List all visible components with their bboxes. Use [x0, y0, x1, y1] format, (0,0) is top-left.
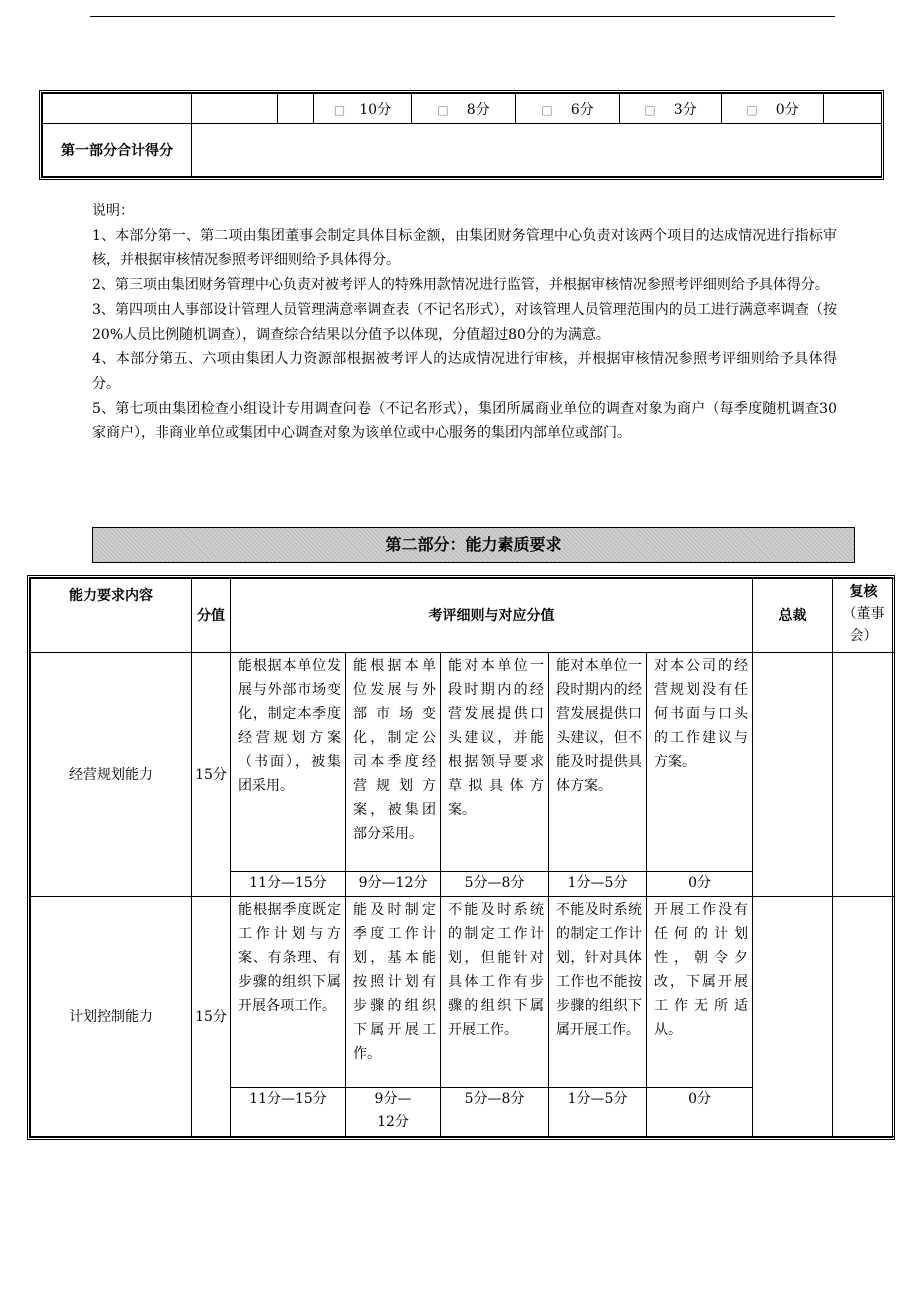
ability-name: 经营规划能力	[31, 653, 192, 897]
ability-score: 15分	[192, 897, 231, 1137]
ability-score: 15分	[192, 653, 231, 897]
header-score: 分值	[192, 579, 231, 653]
score-option-label: 0分	[775, 101, 799, 118]
criteria-cell: 不能及时系统的制定工作计划，但能针对具体工作有步骤的组织下属开展工作。	[441, 897, 549, 1088]
empty-cell	[278, 94, 314, 124]
note-item: 5、第七项由集团检查小组设计专用调查问卷（不记名形式），集团所属商业单位的调查对象为商户（每季度随机调查30家商户），非商业单位或集团中心调查对象为该单位或中心服务的集团内部单位或部门。	[92, 400, 837, 442]
review-score-cell[interactable]	[833, 897, 895, 1137]
score-band: 11分—15分	[231, 1088, 346, 1137]
score-option-label: 8分	[466, 101, 490, 118]
score-band: 1分—5分	[549, 872, 647, 897]
note-item: 3、第四项由人事部设计管理人员管理满意率调查表（不记名形式），对该管理人员管理范围内的员工进行满意率调查（按20%人员比例随机调查），调查综合结果以分值予以体现，分值超过80分的为满意。	[92, 301, 837, 343]
empty-cell	[43, 94, 192, 124]
header-review	[833, 579, 895, 653]
checkbox-icon[interactable]: □	[644, 102, 656, 117]
score-band: 1分—5分	[549, 1088, 647, 1137]
header-criteria: 考评细则与对应分值	[231, 579, 753, 653]
criteria-cell: 能根据本单位发展与外部市场变化，制定本季度经营规划方案（书面），被集团采用。	[231, 653, 346, 872]
checkbox-icon[interactable]: □	[333, 102, 346, 117]
criteria-cell: 能根据本单位发展与外部市场变化，制定公司本季度经营规划方案，被集团部分采用。	[346, 653, 441, 872]
score-option-label: 6分	[570, 101, 594, 118]
section2-title: 第二部分：能力素质要求	[92, 527, 855, 563]
note-item: 2、第三项由集团财务管理中心负责对被考评人的特殊用款情况进行监管，并根据审核情况参照考评细则给予具体得分。	[92, 277, 829, 294]
score-option-6[interactable]	[516, 94, 620, 124]
president-score-cell[interactable]	[753, 897, 833, 1137]
header-review-sub: （董事会）	[842, 606, 885, 644]
president-score-cell[interactable]	[753, 653, 833, 897]
part1-score-table	[39, 90, 884, 180]
score-option-10[interactable]	[314, 94, 412, 124]
score-band: 5分—8分	[441, 1088, 549, 1137]
criteria-cell: 能对本单位一段时期内的经营发展提供口头建议，但不能及时提供具体方案。	[549, 653, 647, 872]
score-band: 0分	[647, 1088, 753, 1137]
score-band: 5分—8分	[441, 872, 549, 897]
header-rule	[90, 16, 835, 17]
score-option-0[interactable]	[722, 94, 824, 124]
score-option-label: 3分	[673, 101, 697, 118]
criteria-cell: 对本公司的经营规划没有任何书面与口头的工作建议与方案。	[647, 653, 753, 872]
notes-title: 说明：	[92, 203, 134, 219]
review-score-cell[interactable]	[833, 653, 895, 897]
header-content: 能力要求内容	[31, 579, 192, 653]
note-item: 4、本部分第五、六项由集团人力资源部根据被考评人的达成情况进行审核，并根据审核情况参照考评细则给予具体得分。	[92, 351, 837, 392]
score-band: 9分—12分	[346, 872, 441, 897]
score-option-label: 10分	[359, 101, 392, 118]
ability-name: 计划控制能力	[31, 897, 192, 1137]
criteria-cell: 能及时制定季度工作计划，基本能按照计划有步骤的组织下属开展工作。	[346, 897, 441, 1088]
empty-cell	[192, 94, 278, 124]
score-band: 0分	[647, 872, 753, 897]
score-band: 11分—15分	[231, 872, 346, 897]
header-review-label: 复核	[849, 584, 878, 600]
score-option-3[interactable]	[620, 94, 722, 124]
notes-section	[92, 199, 837, 446]
part1-total-label: 第一部分合计得分	[43, 124, 192, 177]
note-item: 1、本部分第一、第二项由集团董事会制定具体目标金额，由集团财务管理中心负责对该两个项目的达成情况进行指标审核，并根据审核情况参照考评细则给予具体得分。	[92, 227, 837, 269]
ability-table	[27, 575, 895, 1140]
criteria-cell: 能对本单位一段时期内的经营发展提供口头建议，并能根据领导要求草拟具体方案。	[441, 653, 549, 872]
checkbox-icon[interactable]: □	[746, 102, 758, 117]
score-option-8[interactable]	[412, 94, 516, 124]
criteria-cell: 不能及时系统的制定工作计划，针对具体工作也不能按步骤的组织下属开展工作。	[549, 897, 647, 1088]
empty-cell	[824, 94, 882, 124]
score-band: 9分—12分	[346, 1088, 441, 1137]
checkbox-icon[interactable]: □	[437, 102, 449, 117]
part1-total-value[interactable]	[192, 124, 882, 177]
criteria-cell: 开展工作没有任何的计划性，朝令夕改，下属开展工作无所适从。	[647, 897, 753, 1088]
header-president: 总裁	[753, 579, 833, 653]
checkbox-icon[interactable]: □	[541, 102, 553, 117]
criteria-cell: 能根据季度既定工作计划与方案、有条理、有步骤的组织下属开展各项工作。	[231, 897, 346, 1088]
